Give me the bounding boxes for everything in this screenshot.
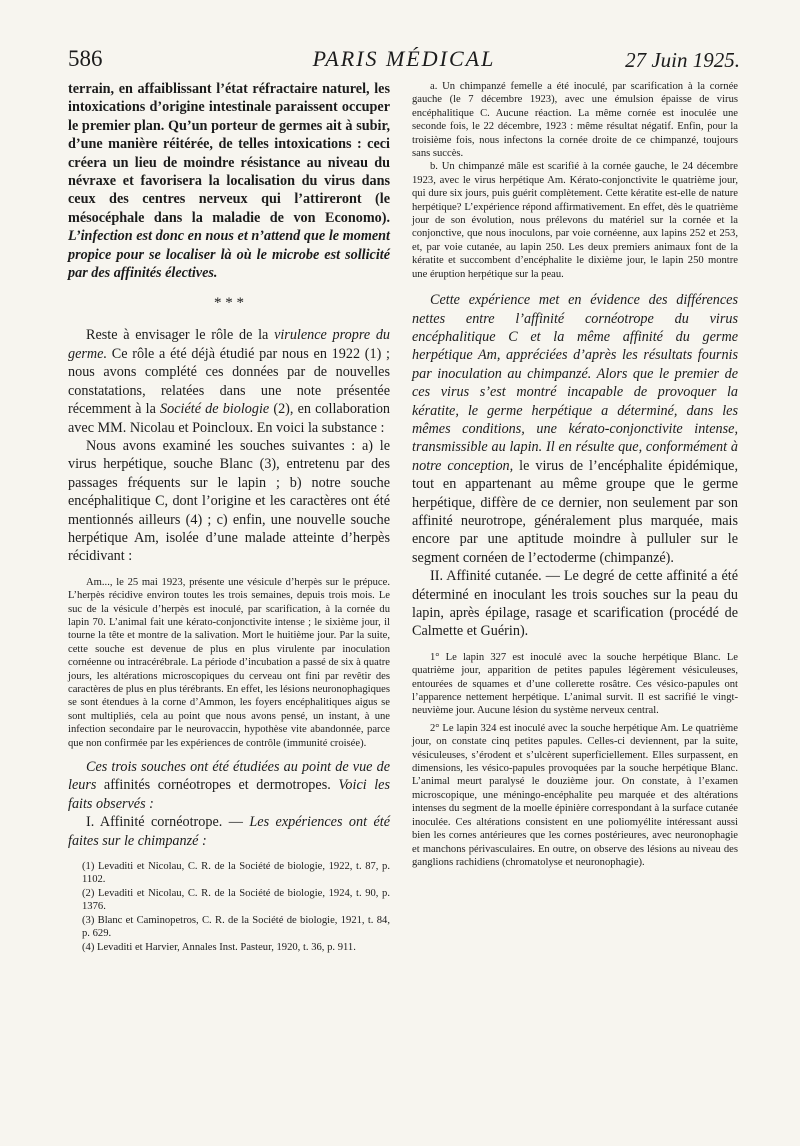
section-affinite-cutanee: II. Affinité cutanée. — Le degré de cette affinité a été déterminé en inoculant les trois souches sur la peau du lapin, après épilage, rasage et scarification (procédé de Calmette et Guérin). xyxy=(412,568,738,640)
paragraph-conclusion-chimpanze: Cette expérience met en évidence des différences nettes entre l’affinité cornéotrope du virus encéphalitique C et la même affinité du germe herpétique Am, appréciées d’après les résultats fournis par inoculation au chimpanzé. Alors que le premier de ces virus s’est montré incapable de provoquer la kératite, le germe herpétique a déterminé, dans les mêmes conditions, une kérato-conjonctivite intense, transmissible au lapin. Il en résulte que, conformément à notre conception, le virus de l’encéphalite épidémique, tout en appartenant au même groupe que le germe herpétique, diffère de ce dernier, non seulement par son affinité neurotrope, généralement plus marquée, mais encore par une aptitude moindre à pulluler sur le segment cornéen de l’ectoderme (chimpanzé). xyxy=(412,292,739,566)
footnotes xyxy=(68,860,390,954)
right-column xyxy=(412,80,738,869)
left-column xyxy=(68,80,390,954)
issue-date: 27 Juin 1925. xyxy=(625,48,740,72)
paragraph-souches: Nous avons examiné les souches suivantes : a) le virus herpétique, souche Blanc (3), entretenu par des passages fréquents sur le lapin ; b) notre souche encéphalitique C, dont l’origine et les caractères ont été mentionnés ailleurs (4) ; c) enfin, une nouvelle souche herpétique Am, isolée d’une malade atteinte d’herpès récidivant : xyxy=(68,437,390,565)
section-separator: * * * xyxy=(214,295,244,312)
journal-title: PARIS MÉDICAL xyxy=(312,46,496,71)
footnote-2: (2) Levaditi et Nicolau, C. R. de la Société de biologie, 1924, t. 90, p. 1376. xyxy=(82,887,390,913)
footnote-3: (3) Blanc et Caminopetros, C. R. de la Société de biologie, 1921, t. 84, p. 629. xyxy=(82,914,390,940)
footnote-4: (4) Levaditi et Harvier, Annales Inst. Pasteur, 1920, t. 36, p. 911. xyxy=(82,941,356,953)
experiment-lapin-324: 2° Le lapin 324 est inoculé avec la souche herpétique Am. Le quatrième jour, on constate cinq petites papules. Celles-ci deviennent, par la suite, vésiculeuses, s’érodent et s’ulcèrent superficiellement. Elles surpassent, en dimensions, les vésico-papules provoquées par la souche herpétique Blanc. L’animal meurt paralysé le douzième jour. On constate, à l’examen microscopique, une méningo-encéphalite peu marquée et des altérations intenses du segment de la moelle épinière correspondant à la surface cutanée inoculée. Ces altérations consistent en une poliomyélite intéressant aussi bien les cornes antérieures que les cornes postérieures, avec neuronophagie et manchons périvasculaires. En outre, on observe des lésions au niveau des ganglions rachidiens (chromatolyse et neuronophagie). xyxy=(412,722,738,868)
paragraph-trois-souches: Ces trois souches ont été étudiées au point de vue de leurs affinités cornéotropes et dermotropes. Voici les faits observés : xyxy=(68,759,390,812)
paragraph-terrain: terrain, en affaiblissant l’état réfractaire naturel, les intoxications d’origine intestinale paraissent occuper le premier plan. Qu’un porteur de germes ait à subir, d’une manière réitérée, de telles intoxications : ceci créera un lieu de moindre résistance au niveau du névraxe et favorisera la localisation du virus dans ceux des centres nerveux qui l’attireront (le mésocéphale dans la maladie de von Economo). L’infection est donc en nous et n’attend que le moment propice pour se localiser là où le microbe est sollicité par des affinités électives. xyxy=(68,81,390,282)
page-header xyxy=(68,42,740,76)
paragraph-virulence: Reste à envisager le rôle de la virulence propre du germe. Ce rôle a été déjà étudié par nous en 1922 (1) ; nous avons complété ces données par de nouvelles constatations, relatées dans une note présentée récemment à la Société de biologie (2), en collaboration avec MM. Nicolau et Poincloux. En voici la substance : xyxy=(68,327,391,436)
observation-am: Am..., le 25 mai 1923, présente une vésicule d’herpès sur le prépuce. L’herpès récidive environ toutes les trois semaines, depuis trois mois. Le suc de la vésicule d’herpès est inoculé, par scarification, à la cornée du lapin 70. L’animal fait une kérato-conjonctivite intense ; le sixième jour, il tourne la tête et montre de la salivation. Mort le huitième jour. Par la suite, cette souche est devenue de plus en plus virulente par inoculation cornéenne ou intracérébrale. La période d’incubation a passé de six à quatre jours, les altérations microscopiques du cerveau ont fini par revêtir des caractères de plus en plus térébrants. En effet, les lésions neuronophagiques se sont étendues à la corne d’Ammon, les foyers encéphalitiques aigus se sont multipliés, cela au point que nous avons pensé, un instant, à une infection secondaire par le neurovaccin, hypothèse vite abandonnée, parce que non confirmée par les expériences de contrôle (immunité croisée). xyxy=(68,576,390,749)
experiment-lapin-327: 1° Le lapin 327 est inoculé avec la souche herpétique Blanc. Le quatrième jour, apparition de petites papules légèrement vésiculeuses, entourées de squames et d’une collerette rosâtre. Ces vésico-papules ont l’apparence nettement herpétique. L’animal survit. Il est sacrifié le vingt-neuvième jour. Aucune lésion du système nerveux central. xyxy=(412,651,738,717)
experiment-a: a. Un chimpanzé femelle a été inoculé, par scarification à la cornée gauche (le 7 décembre 1923), avec une émulsion épaisse de virus encéphalitique C. Aucune réaction. La même cornée est inoculée une seconde fois, le 22 décembre, 1923 : même résultat négatif. Enfin, pour la troisième fois, nous infectons la cornée droite de ce chimpanzé, toujours sans succès. xyxy=(412,81,738,160)
page-number: 586 xyxy=(68,46,103,71)
footnote-1: (1) Levaditi et Nicolau, C. R. de la Société de biologie, 1922, t. 87, p. 1102. xyxy=(82,861,390,886)
section-affinite-corneotrope: I. Affinité cornéotrope. — Les expériences ont été faites sur le chimpanzé : xyxy=(68,814,391,849)
experiment-b: b. Un chimpanzé mâle est scarifié à la cornée gauche, le 24 décembre 1923, avec le virus herpétique Am. Kérato-conjonctivite le quatrième jour, qui dure six jours, puis guérit complètement. Cette kératite est-elle de nature herpétique? L’expérience répond affirmativement. En effet, dès le quatrième jour de son évolution, nous prélevons du matériel sur la cornée et la conjonctive, que nous inoculons, par voie cornéenne, aux lapins 252 et 253, et, par voie cutanée, au lapin 250. Les deux premiers animaux font de la kératite et succombent d’encéphalite le dixième jour, le lapin 250 montre une éruption herpétique sur la peau. xyxy=(412,161,738,280)
